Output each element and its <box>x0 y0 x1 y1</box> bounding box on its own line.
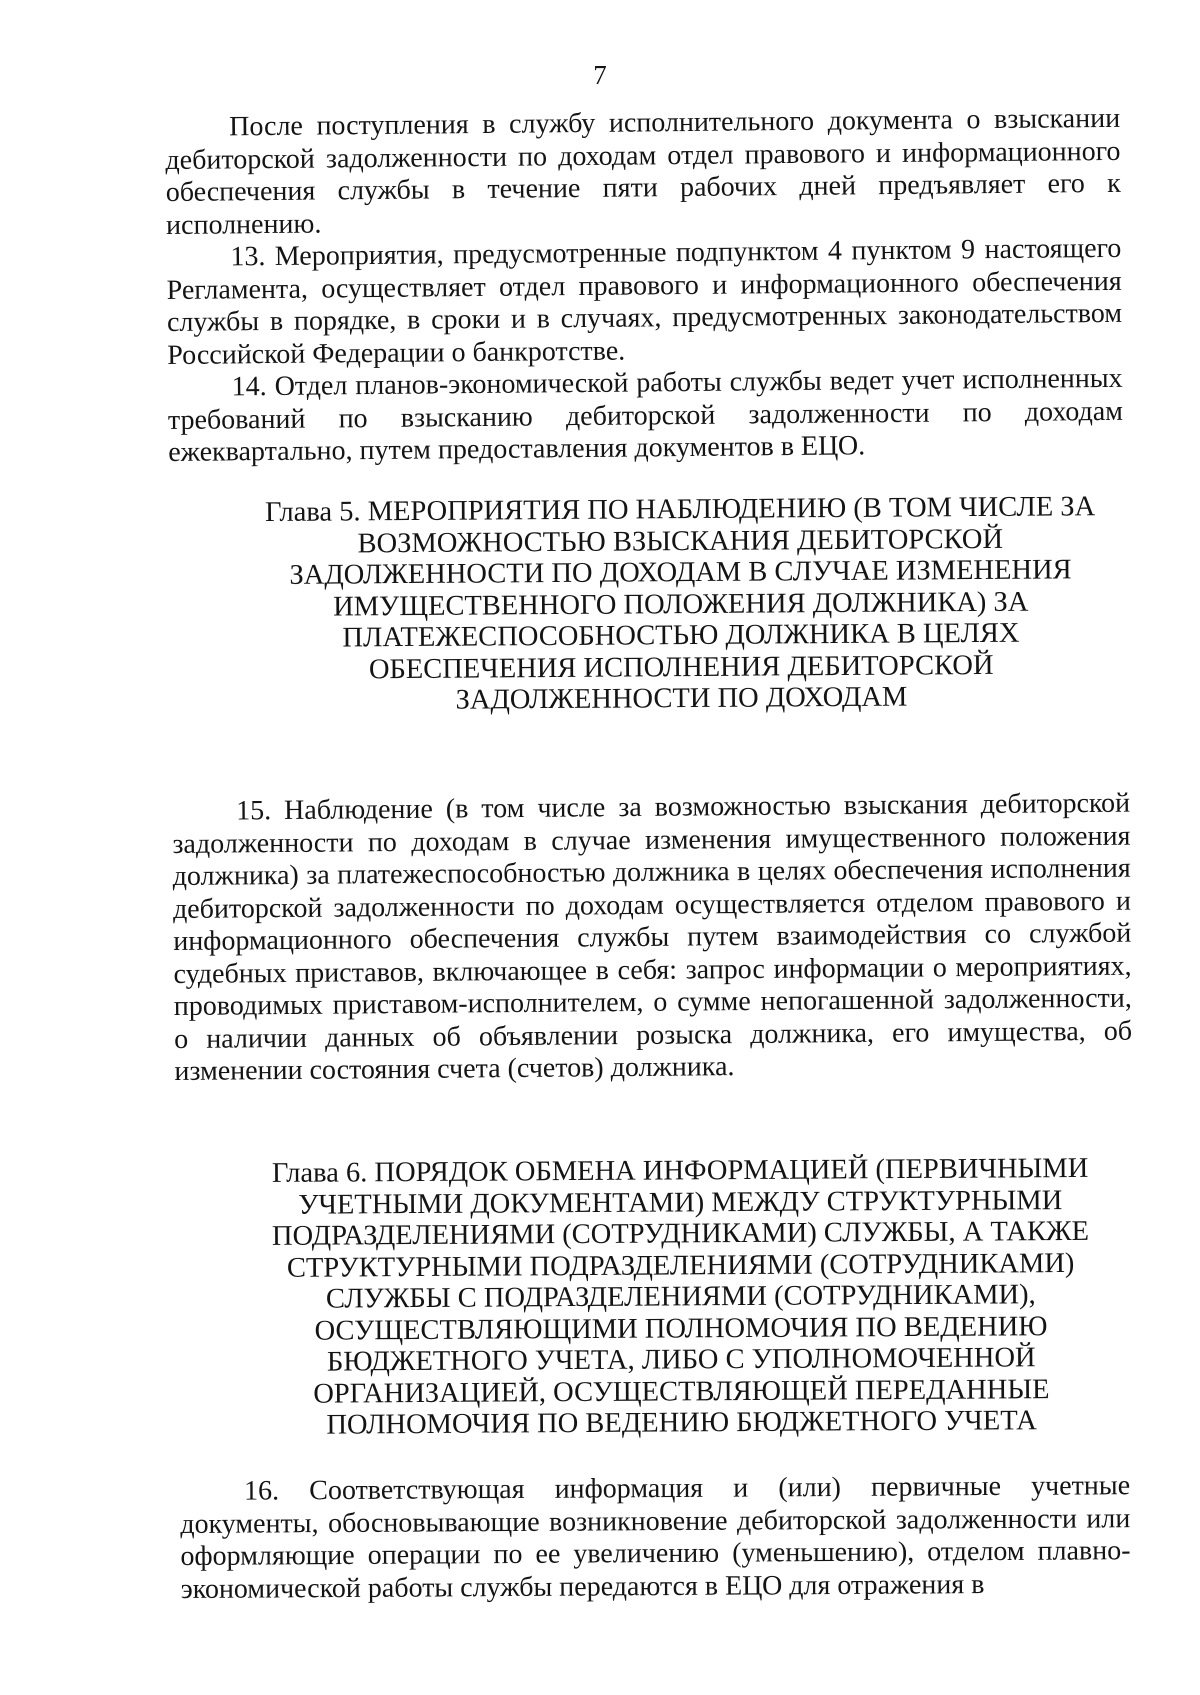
chapter-5-heading-line: ЗАДОЛЖЕННОСТИ ПО ДОХОДАМ <box>455 681 908 716</box>
chapter-5-heading-line: Глава 5. МЕРОПРИЯТИЯ ПО НАБЛЮДЕНИЮ (В ТОМ ЧИСЛЕ ЗА <box>265 491 1096 528</box>
chapter-5-heading-line: ПЛАТЕЖЕСПОСОБНОСТЬЮ ДОЛЖНИКА В ЦЕЛЯХ <box>342 617 1020 654</box>
chapter-5-heading-line: ОБЕСПЕЧЕНИЯ ИСПОЛНЕНИЯ ДЕБИТОРСКОЙ <box>368 649 994 685</box>
chapter-6-heading-line: ПОДРАЗДЕЛЕНИЯМИ (СОТРУДНИКАМИ) СЛУЖБЫ, А ТАКЖЕ <box>271 1215 1090 1252</box>
top-paragraphs <box>165 103 1123 470</box>
paragraph-15: 15. Наблюдение (в том числе за возможностью взыскания дебиторской задолженности по доходам в случае изменения имущественного положения должника) за платежеспособностью должника в целях обеспечения исполнения дебиторской задолженности по доходам осуществляется отделом правового и информационного обеспечения службы путем взаимодействия со службой судебных приставов, включающее в себя: запрос информации о мероприятиях, проводимых приставом-исполнителем, о сумме непогашенной задолженности, о наличии данных об объявлении розыска должника, его имущества, об изменении состояния счета (счетов) должника. <box>172 787 1133 1087</box>
paragraph-13: 13. Мероприятия, предусмотренные подпунктом 4 пунктом 9 настоящего Регламента, осуществляет отдел правового и информационного обеспечения службы в порядке, в сроки и в случаях, предусмотренных законодательством Российской Федерации о банкротстве. <box>166 232 1123 371</box>
chapter-6-heading-line: Глава 6. ПОРЯДОК ОБМЕНА ИНФОРМАЦИЕЙ (ПЕРВИЧНЫМИ <box>271 1152 1089 1189</box>
paragraph-15-block <box>172 788 1133 1089</box>
paragraph-16: 16. Соответствующая информация и (или) первичные учетные документы, обосновывающие возникновение дебиторской задолженности или оформляющие операции по ее увеличению (уменьшению), отделом плавно-экономической работы службы передаются в ЕЦО для отражения в <box>180 1470 1131 1605</box>
chapter-5-heading-line: ВОЗМОЖНОСТЬЮ ВЗЫСКАНИЯ ДЕБИТОРСКОЙ <box>357 523 1004 559</box>
chapter-6-heading-line: БЮДЖЕТНОГО УЧЕТА, ЛИБО С УПОЛНОМОЧЕННОЙ <box>326 1342 1036 1378</box>
paragraph-16-block <box>180 1470 1131 1606</box>
chapter-6-heading-line: ОРГАНИЗАЦИЕЙ, ОСУЩЕСТВЛЯЮЩЕЙ ПЕРЕДАННЫЕ <box>313 1373 1050 1410</box>
chapter-6-heading-line: СЛУЖБЫ С ПОДРАЗДЕЛЕНИЯМИ (СОТРУДНИКАМИ), <box>325 1279 1036 1315</box>
chapter-6-heading-line: СТРУКТУРНЫМИ ПОДРАЗДЕЛЕНИЯМИ (СОТРУДНИКАМИ) <box>286 1247 1075 1284</box>
paragraph-enforcement: После поступления в службу исполнительного документа о взыскании дебиторской задолженности по доходам отдел правового и информационного обеспечения службы в течение пяти рабочих дней предъявляет его к исполнению. <box>165 102 1121 241</box>
chapter-6-heading <box>255 1153 1107 1442</box>
chapter-5-heading <box>265 491 1097 717</box>
chapter-6-heading-line: УЧЕТНЫМИ ДОКУМЕНТАМИ) МЕЖДУ СТРУКТУРНЫМИ <box>298 1184 1063 1221</box>
chapter-6-heading-line: ПОЛНОМОЧИЯ ПО ВЕДЕНИЮ БЮДЖЕТНОГО УЧЕТА <box>326 1405 1037 1441</box>
chapter-6-heading-line: ОСУЩЕСТВЛЯЮЩИМИ ПОЛНОМОЧИЯ ПО ВЕДЕНИЮ <box>314 1310 1048 1347</box>
paragraph-14: 14. Отдел планов-экономической работы службы ведет учет исполненных требований по взысканию дебиторской задолженности по доходам ежеквартально, путем предоставления документов в ЕЦО. <box>167 362 1124 468</box>
page-number: 7 <box>593 60 607 90</box>
chapter-5-heading-line: ИМУЩЕСТВЕННОГО ПОЛОЖЕНИЯ ДОЛЖНИКА) ЗА <box>333 586 1029 623</box>
chapter-5-heading-line: ЗАДОЛЖЕННОСТИ ПО ДОХОДАМ В СЛУЧАЕ ИЗМЕНЕНИЯ <box>289 554 1072 591</box>
